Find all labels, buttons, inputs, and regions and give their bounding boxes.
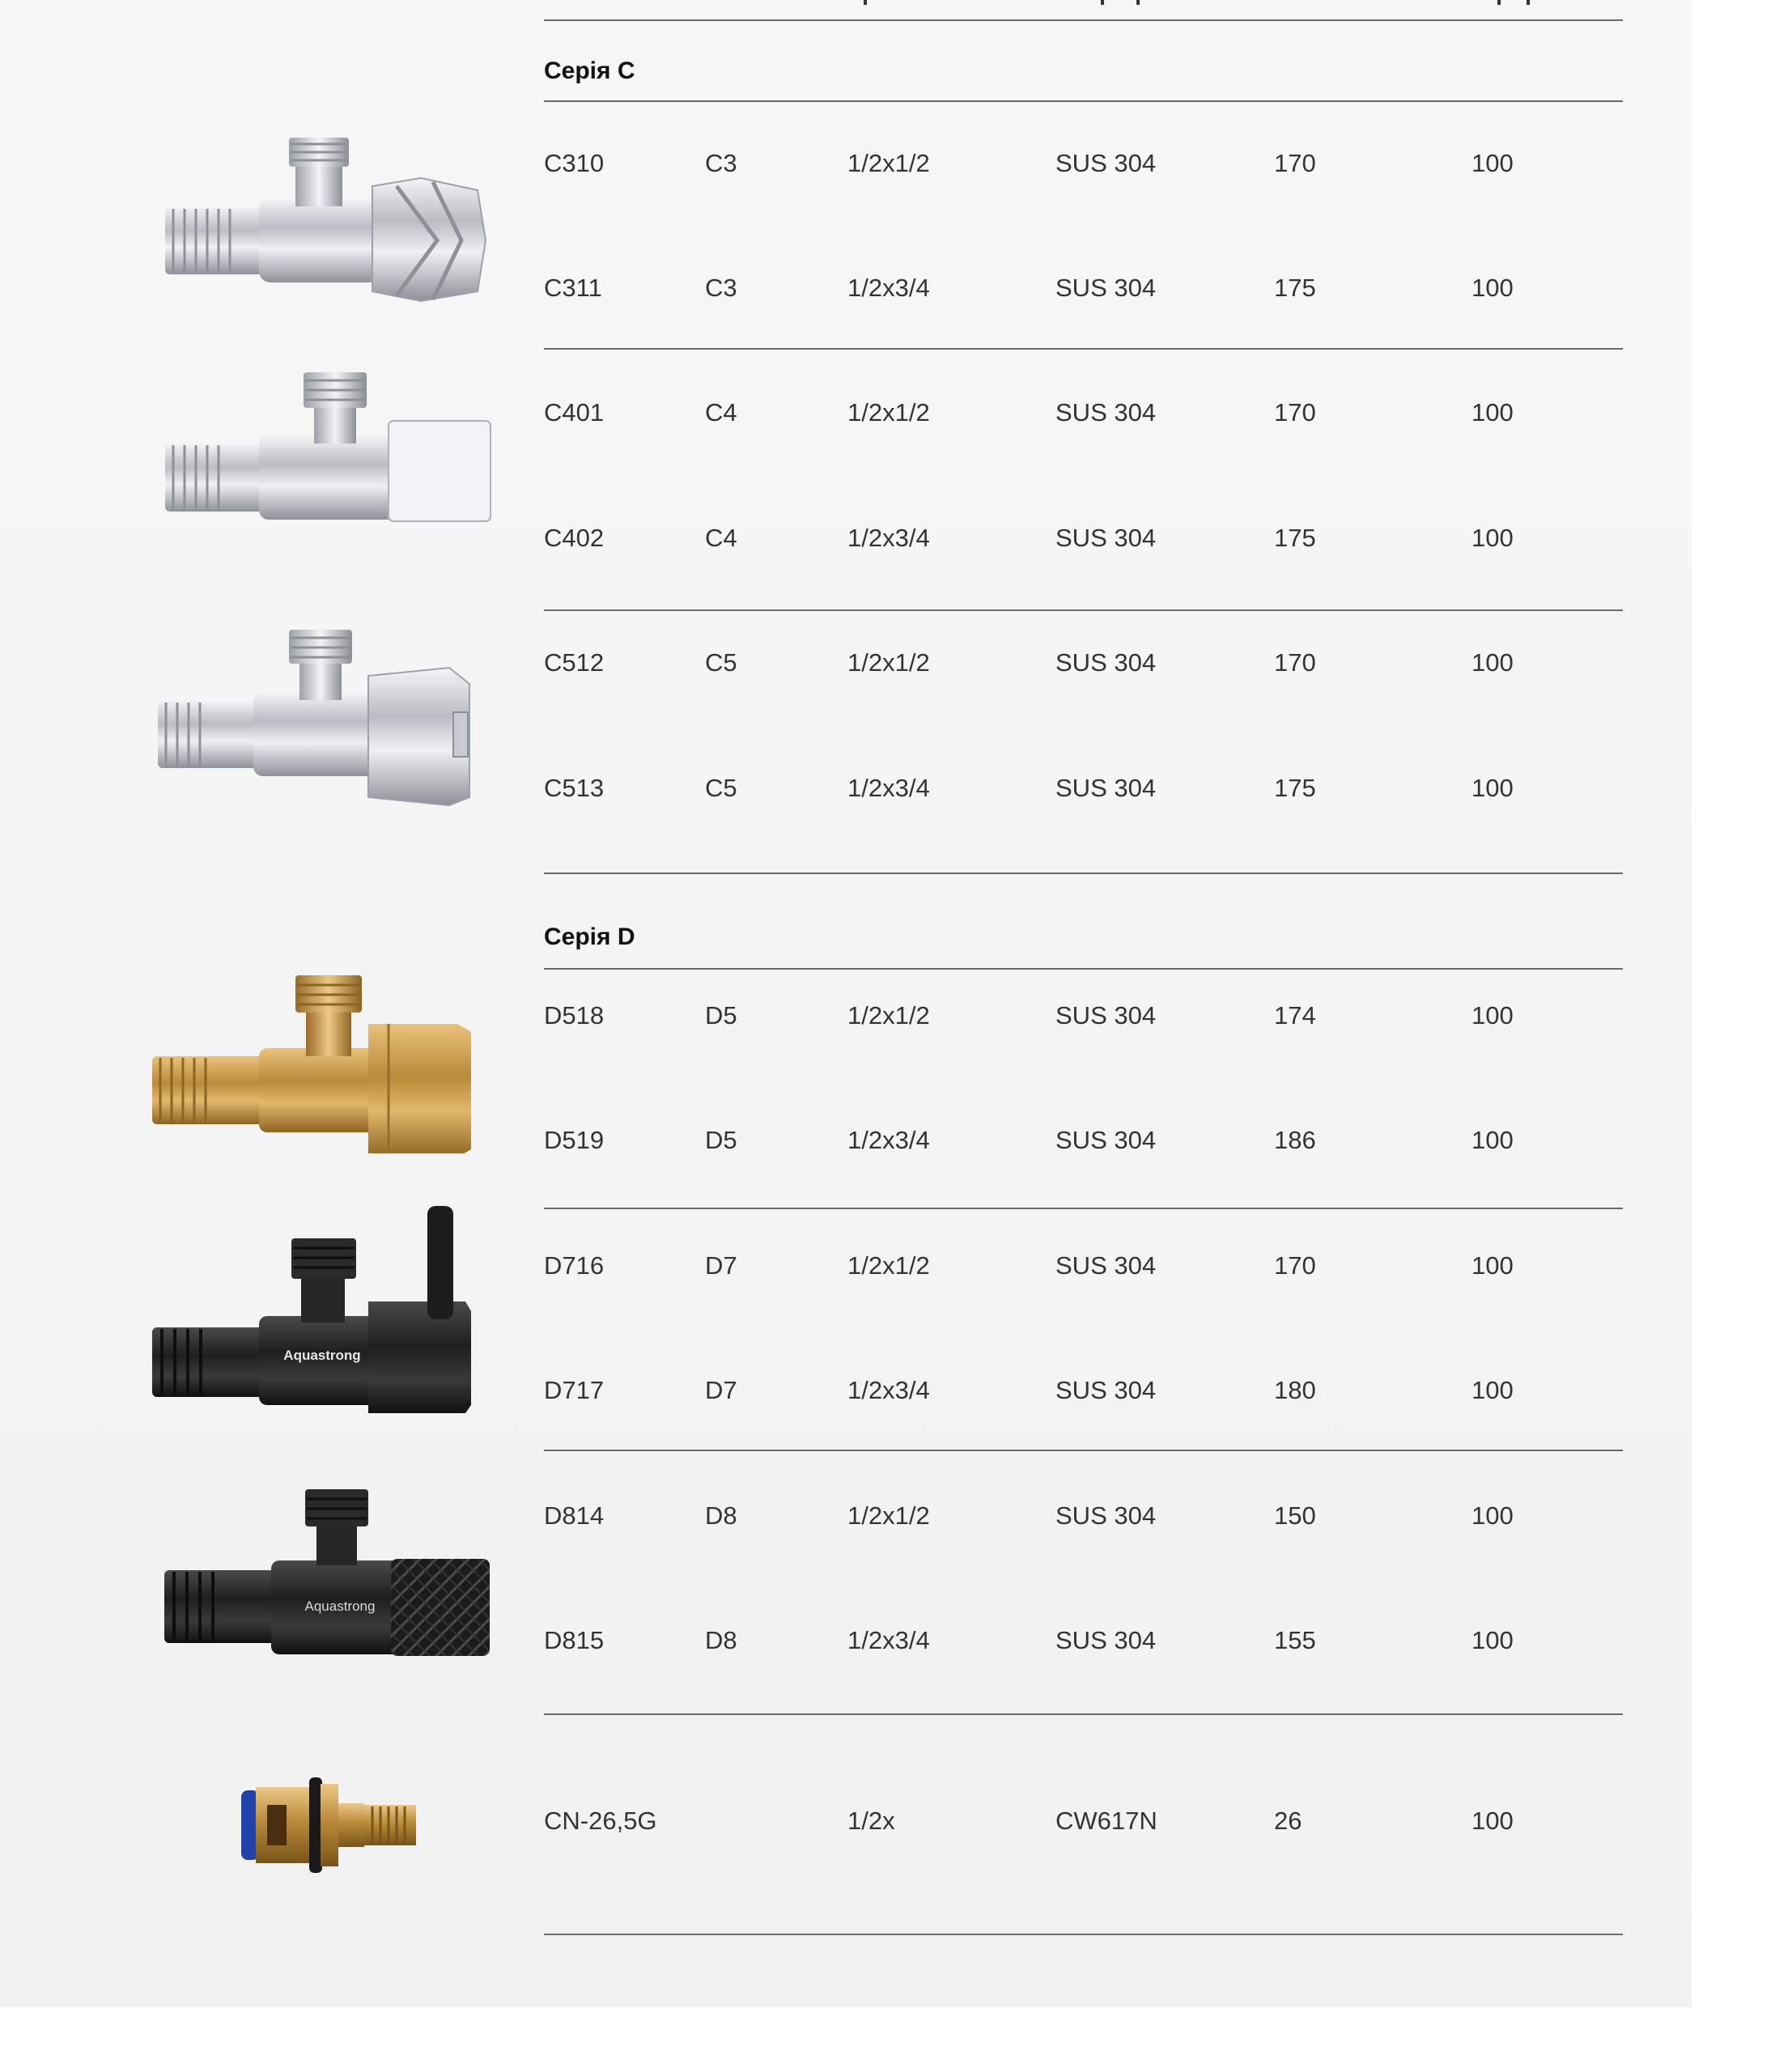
black-angle-valve-lever-icon <box>146 1206 486 1416</box>
cell-model: C4 <box>705 524 737 552</box>
cell-code: C311 <box>544 274 602 302</box>
cell-material: SUS 304 <box>1055 274 1157 302</box>
cell-weight: 180 <box>1274 1376 1316 1404</box>
cell-material: CW617N <box>1055 1807 1157 1835</box>
cell-weight: 175 <box>1274 774 1316 802</box>
cell-weight: 175 <box>1274 524 1316 552</box>
cell-size: 1/2x1/2 <box>847 398 930 427</box>
cell-material: SUS 304 <box>1055 1376 1157 1404</box>
cell-size: 1/2x1/2 <box>847 648 930 677</box>
table-rule <box>544 1450 1623 1451</box>
table-rule <box>544 609 1623 611</box>
cell-size: 1/2x <box>847 1807 895 1835</box>
cell-material: SUS 304 <box>1055 398 1157 427</box>
cell-size: 1/2x1/2 <box>847 1001 930 1030</box>
cell-model: C3 <box>705 149 737 177</box>
cell-pack: 100 <box>1472 1376 1514 1404</box>
table-rule <box>544 1934 1623 1935</box>
series-title: Серія D <box>544 923 635 950</box>
cell-size: 1/2x1/2 <box>847 1251 930 1280</box>
cell-size: 1/2x3/4 <box>847 524 930 552</box>
cell-model: D8 <box>705 1626 737 1654</box>
cell-material: SUS 304 <box>1055 1501 1157 1530</box>
cell-material: SUS 304 <box>1055 648 1157 677</box>
series-title: Серія C <box>544 57 635 84</box>
cell-model: D5 <box>705 1001 737 1030</box>
cell-model: C3 <box>705 274 737 302</box>
cell-weight: 186 <box>1274 1126 1316 1154</box>
header-fragment <box>846 0 878 15</box>
cell-material: SUS 304 <box>1055 524 1157 552</box>
cell-pack: 100 <box>1472 1807 1514 1835</box>
cell-size: 1/2x1/2 <box>847 149 930 177</box>
cell-weight: 170 <box>1274 398 1316 427</box>
cell-material: SUS 304 <box>1055 1251 1157 1280</box>
cell-pack: 100 <box>1472 1501 1514 1530</box>
cell-model: D8 <box>705 1501 737 1530</box>
cell-size: 1/2x3/4 <box>847 1626 930 1654</box>
cell-pack: 100 <box>1472 648 1514 677</box>
cell-pack: 100 <box>1472 1001 1514 1030</box>
cell-size: 1/2x3/4 <box>847 274 930 302</box>
cell-pack: 100 <box>1472 1626 1514 1654</box>
cell-code: D717 <box>544 1376 605 1404</box>
cell-code: D519 <box>544 1126 605 1154</box>
table-rule <box>544 19 1623 21</box>
cell-size: 1/2x3/4 <box>847 1376 930 1404</box>
cell-pack: 100 <box>1472 524 1514 552</box>
brand-logo-text: Aquastrong <box>304 1599 376 1614</box>
header-glyph-fragment <box>846 0 878 15</box>
cell-model: D7 <box>705 1251 737 1280</box>
cell-code: D814 <box>544 1501 605 1530</box>
cell-code: D815 <box>544 1626 605 1654</box>
cell-model: D5 <box>705 1126 737 1154</box>
cell-model: C5 <box>705 648 737 677</box>
header-glyph-fragment <box>1052 0 1166 15</box>
cell-weight: 170 <box>1274 1251 1316 1280</box>
cell-material: SUS 304 <box>1055 1626 1157 1654</box>
cell-size: 1/2x3/4 <box>847 774 930 802</box>
table-rule <box>544 100 1623 102</box>
cell-code: D518 <box>544 1001 605 1030</box>
cell-model: C5 <box>705 774 737 802</box>
cell-code: C401 <box>544 398 605 427</box>
cell-model: D7 <box>705 1376 737 1404</box>
chrome-angle-valve-square-handle-icon <box>154 364 502 550</box>
cell-code: C310 <box>544 149 605 177</box>
cell-size: 1/2x3/4 <box>847 1126 930 1154</box>
cell-model: C4 <box>705 398 737 427</box>
cell-weight: 26 <box>1274 1807 1302 1835</box>
cell-code: C512 <box>544 648 605 677</box>
cell-pack: 100 <box>1472 149 1514 177</box>
cell-pack: 100 <box>1472 1251 1514 1280</box>
cell-material: SUS 304 <box>1055 1126 1157 1154</box>
brand-logo-text: Aquastrong <box>283 1348 361 1363</box>
table-rule <box>544 1713 1623 1715</box>
cell-code: C402 <box>544 524 605 552</box>
brass-angle-valve-icon <box>146 967 486 1153</box>
header-fragment <box>1052 0 1166 15</box>
cell-weight: 170 <box>1274 149 1316 177</box>
cell-weight: 170 <box>1274 648 1316 677</box>
cell-code: C513 <box>544 774 605 802</box>
cell-material: SUS 304 <box>1055 774 1157 802</box>
chrome-angle-valve-star-handle-icon <box>154 130 502 316</box>
brass-cartridge-icon <box>235 1773 437 1878</box>
cell-weight: 155 <box>1274 1626 1316 1654</box>
table-rule <box>544 348 1623 350</box>
table-rule <box>544 873 1623 874</box>
chrome-angle-valve-round-handle-icon <box>150 623 498 817</box>
cell-code: D716 <box>544 1251 605 1280</box>
header-fragment <box>1489 0 1538 15</box>
cell-code: CN-26,5G <box>544 1807 657 1835</box>
cell-pack: 100 <box>1472 398 1514 427</box>
header-glyph-fragment <box>1489 0 1538 15</box>
cell-weight: 174 <box>1274 1001 1316 1030</box>
black-angle-valve-knurled-icon <box>158 1481 498 1667</box>
cell-pack: 100 <box>1472 1126 1514 1154</box>
table-rule <box>544 1208 1623 1209</box>
cell-weight: 175 <box>1274 274 1316 302</box>
cell-size: 1/2x1/2 <box>847 1501 930 1530</box>
cell-material: SUS 304 <box>1055 1001 1157 1030</box>
table-rule <box>544 968 1623 970</box>
cell-material: SUS 304 <box>1055 149 1157 177</box>
cell-pack: 100 <box>1472 274 1514 302</box>
cell-weight: 150 <box>1274 1501 1316 1530</box>
cell-pack: 100 <box>1472 774 1514 802</box>
